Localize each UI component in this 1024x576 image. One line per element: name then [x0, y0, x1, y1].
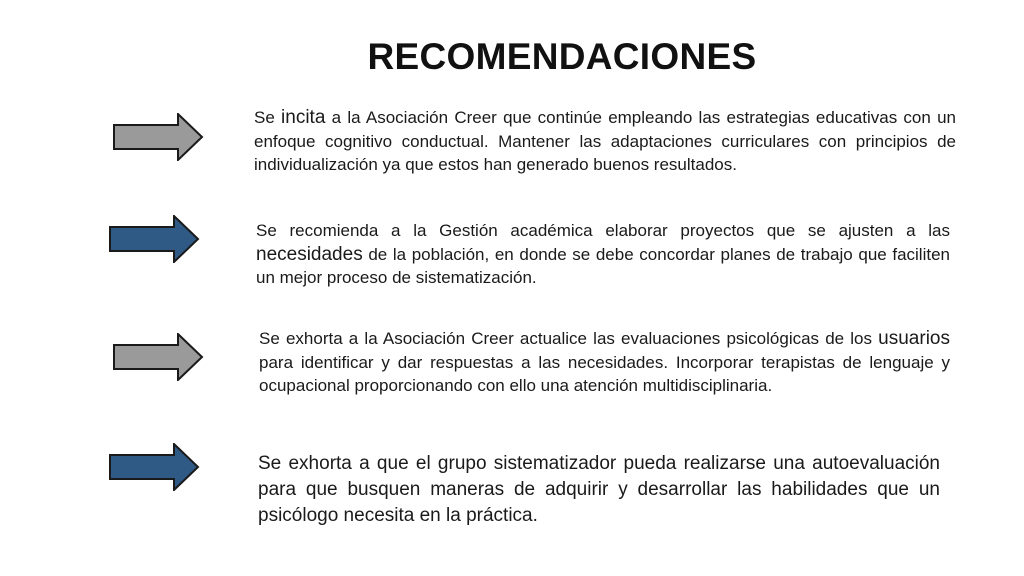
- gray-right-arrow-icon: [112, 333, 204, 381]
- gray-right-arrow-icon: [112, 113, 204, 161]
- recommendation-1-text: [254, 106, 956, 177]
- page-title: RECOMENDACIONES: [367, 36, 757, 77]
- recommendation-3-pre: Se exhorta a la Asociación Creer actualice las evaluaciones psicológicas de los: [259, 329, 879, 348]
- blue-right-arrow-icon: [108, 443, 200, 491]
- recommendation-2-pre: Se recomienda a la Gestión académica elaborar proyectos que se ajusten a las: [256, 221, 950, 240]
- recommendation-4-pre: Se exhorta a que el grupo sistematizador pueda realizarse una: [258, 453, 813, 474]
- recommendation-2-text: [256, 219, 950, 290]
- recommendation-1-post: a la Asociación Creer que continúe empleando las estrategias educativas con un enfoque cognitivo conductual. Mantener las adaptaciones curriculares con principios de individualización ya que estos han generado buenos resultados.: [254, 108, 956, 174]
- recommendation-2-emph: necesidades: [256, 243, 363, 265]
- recommendation-3-post: para identificar y dar respuestas a las necesidades. Incorporar terapistas de lenguaje y ocupacional proporcionando con ello una atención multidisciplinaria.: [259, 352, 950, 395]
- recommendation-4-text: [258, 451, 940, 529]
- recommendation-3-emph: usuarios: [878, 328, 950, 349]
- recommendation-4-post: para que busquen maneras de adquirir y desarrollar las habilidades que un psicólogo necesita en la práctica.: [258, 479, 940, 526]
- recommendation-3-text: [259, 327, 950, 398]
- recommendation-1-pre: Se: [254, 108, 282, 127]
- recommendation-4-emph: autoevaluación: [812, 453, 940, 474]
- recommendation-2-post: de la población, en donde se debe concordar planes de trabajo que faciliten un mejor proceso de sistematización.: [256, 244, 950, 287]
- recommendation-1-emph: incita: [281, 107, 326, 128]
- blue-right-arrow-icon: [108, 215, 200, 263]
